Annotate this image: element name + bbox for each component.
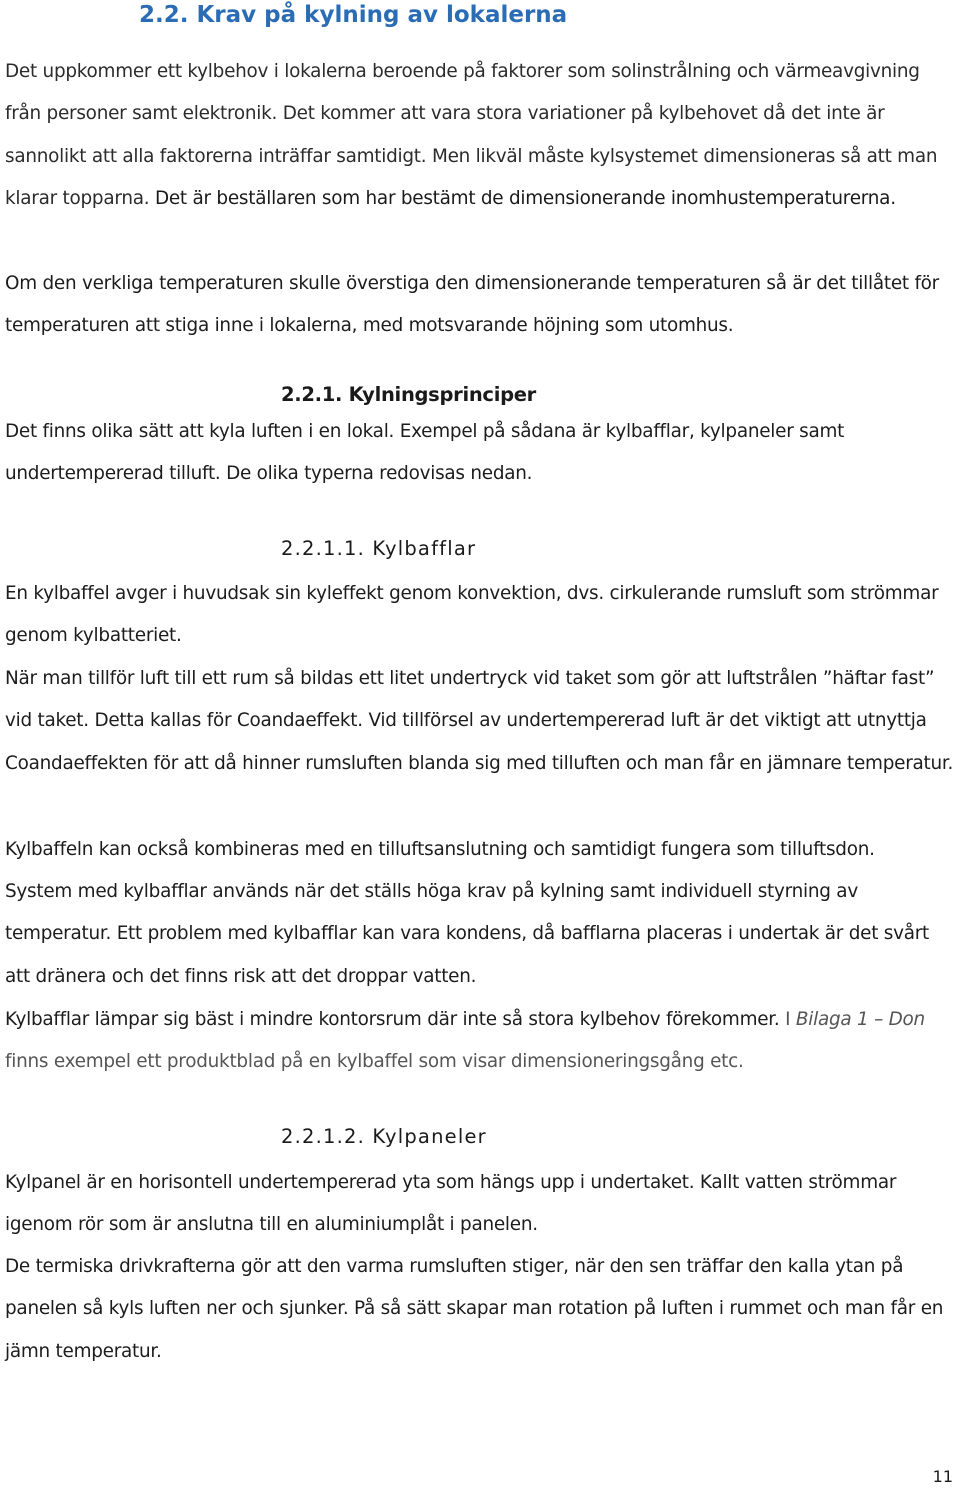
heading-kylpaneler: 2.2.1.2. Kylpaneler (281, 1125, 487, 1148)
paragraph-kylbaffel-usage (5, 999, 957, 1084)
paragraph-kylpanel-description: Kylpanel är en horisontell undertempererad yta som hängs upp i undertaket. Kallt vatten strömmar igenom rör som är anslutna till en aluminiumplåt i panelen. (5, 1172, 897, 1236)
appendix-reference: Bilaga 1 – Don (795, 1009, 925, 1030)
paragraph-temperature-exceed: Om den verkliga temperaturen skulle överstiga den dimensionerande temperaturen så är det tillåtet för temperaturen att stiga inne i lokalerna, med motsvarande höjning som utomhus. (5, 273, 939, 337)
heading-kylbafflar: 2.2.1.1. Kylbafflar (281, 537, 477, 560)
paragraph-thermal-forces: De termiska drivkrafterna gör att den varma rumsluften stiger, när den sen träffar den kalla ytan på panelen så kyls luften ner och sjunker. På så sätt skapar man rotation på luften i rummet och man får en jämn temperatur. (5, 1256, 944, 1362)
paragraph-coanda-effect: När man tillför luft till ett rum så bildas ett litet undertryck vid taket som gör att luftstrålen ”häftar fast” vid taket. Detta kallas för Coandaeffekt. Vid tillförsel av undertempererad luft är det viktigt att utnyttja Coandaeffekten för att då hinner rumsluften blanda sig med tilluften och man får en jämnare temperatur. (5, 668, 954, 774)
paragraph-cooling-need (5, 51, 957, 221)
paragraph-kylbaffel-usage-ref-prefix: I (779, 1009, 796, 1030)
paragraph-kylbaffel-usage-text: Kylbafflar lämpar sig bäst i mindre kontorsrum där inte så stora kylbehov förekommer. (5, 1009, 780, 1030)
subsection-heading: 2.2.1. Kylningsprinciper (281, 383, 536, 406)
paragraph-kylbaffel-combination: Kylbaffeln kan också kombineras med en tilluftsanslutning och samtidigt fungera som tilluftsdon. (5, 839, 875, 860)
paragraph-cooling-principles: Det finns olika sätt att kyla luften i en lokal. Exempel på sådana är kylbafflar, kylpaneler samt undertempererad tilluft. De olika typerna redovisas nedan. (5, 421, 845, 485)
paragraph-cooling-need-text: Det uppkommer ett kylbehov i lokalerna beroende på faktorer som solinstrålning och värmeavgivning från personer samt elektronik. Det kommer att vara stora variationer på kylbehovet då det inte är sannolikt att alla faktorerna inträffar samtidigt. Men likväl måste kylsystemet dimensioneras så att man klarar topparna. (5, 61, 938, 210)
page-number: 11 (932, 1467, 953, 1486)
paragraph-kylbaffel-usage-ref-text: finns exempel ett produktblad på en kylbaffel som visar dimensioneringsgång etc. (5, 1051, 744, 1073)
paragraph-kylbaffel-convection: En kylbaffel avger i huvudsak sin kyleffekt genom konvektion, dvs. cirkulerande rumsluft som strömmar genom kylbatteriet. (5, 583, 939, 647)
paragraph-cooling-need-client: Det är beställaren som har bestämt de dimensionerande inomhustemperaturerna. (149, 188, 896, 210)
paragraph-kylbaffel-system: System med kylbafflar används när det ställs höga krav på kylning samt individuell styrning av temperatur. Ett problem med kylbafflar kan vara kondens, då bafflarna placeras i undertak är det svårt att dränera och det finns risk att det droppar vatten. (5, 881, 930, 987)
section-heading: 2.2. Krav på kylning av lokalerna (139, 2, 568, 28)
